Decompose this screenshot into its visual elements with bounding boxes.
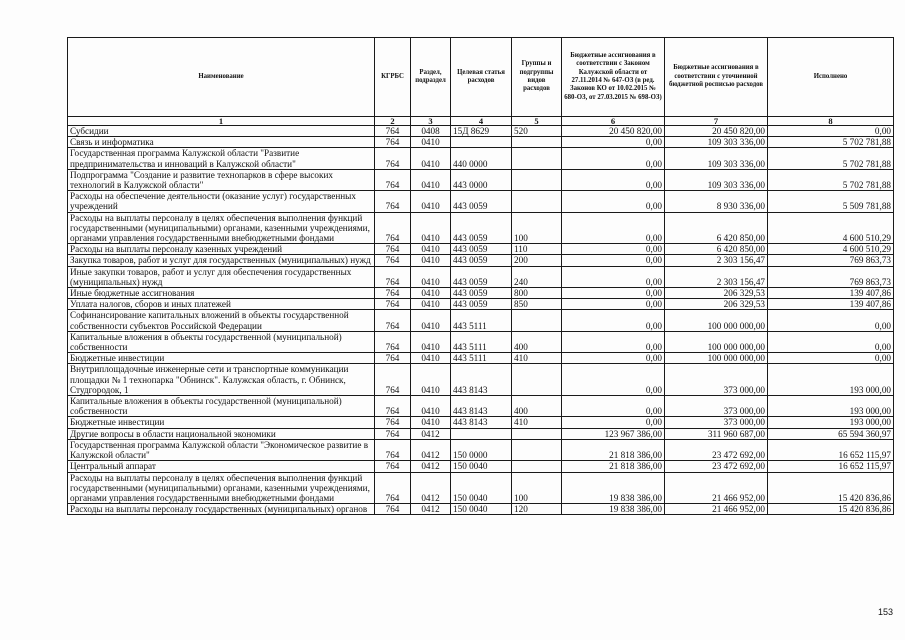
row-executed-cell: 139 407,86	[768, 288, 894, 299]
row-target-cell: 443 0059	[451, 288, 512, 299]
row-group-cell	[512, 461, 562, 472]
row-razdel-cell: 0412	[411, 461, 451, 472]
row-razdel-cell: 0410	[411, 331, 451, 352]
row-group-cell: 400	[512, 331, 562, 352]
header-executed: Исполнено	[768, 38, 894, 117]
row-name-cell: Закупка товаров, работ и услуг для государственных (муниципальных) нужд	[68, 255, 375, 266]
row-kgrbs-cell: 764	[375, 169, 411, 190]
row-target-cell: 150 0040	[451, 504, 512, 515]
row-kgrbs-cell: 764	[375, 461, 411, 472]
row-law-assign-cell: 0,00	[562, 255, 665, 266]
row-razdel-cell: 0412	[411, 504, 451, 515]
row-name-cell: Иные закупки товаров, работ и услуг для обеспечения государственных (муниципальных) нужд	[68, 266, 375, 287]
column-number: 3	[411, 117, 451, 126]
row-razdel-cell: 0410	[411, 417, 451, 428]
row-razdel-cell: 0410	[411, 137, 451, 148]
row-group-cell	[512, 310, 562, 331]
table-row	[68, 504, 894, 515]
row-clarified-assign-cell: 311 960 687,00	[665, 428, 768, 439]
row-razdel-cell: 0410	[411, 364, 451, 396]
row-target-cell: 443 0000	[451, 169, 512, 190]
row-group-cell	[512, 191, 562, 212]
row-law-assign-cell: 0,00	[562, 310, 665, 331]
row-group-cell: 200	[512, 255, 562, 266]
row-name-cell: Связь и информатика	[68, 137, 375, 148]
table-row	[68, 148, 894, 169]
table-row	[68, 212, 894, 244]
header-kgrbs: КГРБС	[375, 38, 411, 117]
row-razdel-cell: 0410	[411, 244, 451, 255]
row-target-cell: 443 8143	[451, 417, 512, 428]
table-row	[68, 428, 894, 439]
row-clarified-assign-cell: 109 303 336,00	[665, 137, 768, 148]
row-law-assign-cell: 123 967 386,00	[562, 428, 665, 439]
row-law-assign-cell: 0,00	[562, 364, 665, 396]
header-razdel: Раздел, подраздел	[411, 38, 451, 117]
row-executed-cell: 0,00	[768, 126, 894, 137]
row-executed-cell: 0,00	[768, 353, 894, 364]
row-executed-cell: 4 600 510,29	[768, 244, 894, 255]
row-law-assign-cell: 21 818 386,00	[562, 439, 665, 460]
row-name-cell: Другие вопросы в области национальной экономики	[68, 428, 375, 439]
row-clarified-assign-cell: 8 930 336,00	[665, 191, 768, 212]
row-razdel-cell: 0410	[411, 212, 451, 244]
row-target-cell: 443 5111	[451, 310, 512, 331]
row-razdel-cell: 0410	[411, 353, 451, 364]
row-kgrbs-cell: 764	[375, 353, 411, 364]
row-executed-cell: 4 600 510,29	[768, 212, 894, 244]
budget-table	[67, 37, 894, 515]
row-razdel-cell: 0410	[411, 255, 451, 266]
table-row	[68, 126, 894, 137]
table-row	[68, 472, 894, 504]
row-executed-cell: 0,00	[768, 331, 894, 352]
row-kgrbs-cell: 764	[375, 364, 411, 396]
row-group-cell: 120	[512, 504, 562, 515]
row-group-cell: 100	[512, 212, 562, 244]
header-target: Целевая статья расходов	[451, 38, 512, 117]
header-name: Наименование	[68, 38, 375, 117]
row-razdel-cell: 0412	[411, 439, 451, 460]
header-clarified-assign: Бюджетные ассигнования в соответствии с уточненной бюджетной росписью расходов	[665, 38, 768, 117]
row-kgrbs-cell: 764	[375, 255, 411, 266]
row-name-cell: Бюджетные инвестиции	[68, 353, 375, 364]
row-group-cell	[512, 148, 562, 169]
row-target-cell: 443 0059	[451, 255, 512, 266]
row-clarified-assign-cell: 21 466 952,00	[665, 472, 768, 504]
row-executed-cell: 769 863,73	[768, 255, 894, 266]
table-row	[68, 299, 894, 310]
row-razdel-cell: 0410	[411, 310, 451, 331]
row-kgrbs-cell: 764	[375, 331, 411, 352]
row-clarified-assign-cell: 23 472 692,00	[665, 439, 768, 460]
table-row	[68, 396, 894, 417]
row-target-cell: 150 0040	[451, 472, 512, 504]
row-clarified-assign-cell: 109 303 336,00	[665, 169, 768, 190]
row-razdel-cell: 0412	[411, 472, 451, 504]
row-name-cell: Внутриплощадочные инженерные сети и транспортные коммуникации площадки № 1 технопарка "Обнинск". Калужская область, г. Обнинск, Студгородок, 1	[68, 364, 375, 396]
row-law-assign-cell: 19 838 386,00	[562, 472, 665, 504]
row-target-cell: 443 5111	[451, 353, 512, 364]
row-clarified-assign-cell: 206 329,53	[665, 299, 768, 310]
row-kgrbs-cell: 764	[375, 288, 411, 299]
row-target-cell: 443 8143	[451, 364, 512, 396]
row-clarified-assign-cell: 2 303 156,47	[665, 266, 768, 287]
row-target-cell: 443 8143	[451, 396, 512, 417]
row-clarified-assign-cell: 6 420 850,00	[665, 212, 768, 244]
row-clarified-assign-cell: 206 329,53	[665, 288, 768, 299]
row-target-cell: 15Д 8629	[451, 126, 512, 137]
row-executed-cell: 5 702 781,88	[768, 169, 894, 190]
table-row	[68, 244, 894, 255]
row-law-assign-cell: 0,00	[562, 288, 665, 299]
row-group-cell	[512, 169, 562, 190]
row-kgrbs-cell: 764	[375, 472, 411, 504]
column-number-row	[68, 117, 894, 126]
table-row	[68, 288, 894, 299]
table-row	[68, 266, 894, 287]
column-number: 7	[665, 117, 768, 126]
row-executed-cell: 193 000,00	[768, 417, 894, 428]
row-kgrbs-cell: 764	[375, 299, 411, 310]
row-executed-cell: 193 000,00	[768, 396, 894, 417]
table-row	[68, 364, 894, 396]
row-group-cell	[512, 439, 562, 460]
row-group-cell	[512, 137, 562, 148]
row-executed-cell: 139 407,86	[768, 299, 894, 310]
header-law-assign: Бюджетные ассигнования в соответствии с Законом Калужской области от 27.11.2014 № 647-ОЗ (в ред. Законов КО от 10.02.2015 № 680-ОЗ, от 27.03.2015 № 698-ОЗ)	[562, 38, 665, 117]
table-header-row	[68, 38, 894, 117]
table-row	[68, 137, 894, 148]
row-group-cell: 240	[512, 266, 562, 287]
row-name-cell: Капитальные вложения в объекты государственной (муниципальной) собственности	[68, 396, 375, 417]
row-target-cell: 150 0040	[451, 461, 512, 472]
row-group-cell: 110	[512, 244, 562, 255]
row-razdel-cell: 0410	[411, 266, 451, 287]
row-group-cell: 520	[512, 126, 562, 137]
row-target-cell: 443 5111	[451, 331, 512, 352]
table-row	[68, 353, 894, 364]
row-law-assign-cell: 0,00	[562, 353, 665, 364]
row-name-cell: Расходы на выплаты персоналу государственных (муниципальных) органов	[68, 504, 375, 515]
row-clarified-assign-cell: 373 000,00	[665, 417, 768, 428]
row-razdel-cell: 0410	[411, 288, 451, 299]
row-law-assign-cell: 0,00	[562, 191, 665, 212]
table-row	[68, 169, 894, 190]
row-clarified-assign-cell: 373 000,00	[665, 396, 768, 417]
row-razdel-cell: 0410	[411, 191, 451, 212]
row-razdel-cell: 0410	[411, 148, 451, 169]
row-name-cell: Капитальные вложения в объекты государственной (муниципальной) собственности	[68, 331, 375, 352]
row-target-cell: 440 0000	[451, 148, 512, 169]
row-kgrbs-cell: 764	[375, 244, 411, 255]
column-number: 5	[512, 117, 562, 126]
row-group-cell: 800	[512, 288, 562, 299]
row-kgrbs-cell: 764	[375, 504, 411, 515]
row-target-cell: 443 0059	[451, 244, 512, 255]
row-executed-cell: 15 420 836,86	[768, 504, 894, 515]
table-row	[68, 331, 894, 352]
row-law-assign-cell: 0,00	[562, 266, 665, 287]
row-name-cell: Расходы на выплаты персоналу в целях обеспечения выполнения функций государственными (муниципальными) органами, казенными учреждениями, органами управления государственными внебюджетными фондами	[68, 212, 375, 244]
row-kgrbs-cell: 764	[375, 266, 411, 287]
row-executed-cell: 65 594 360,97	[768, 428, 894, 439]
row-law-assign-cell: 0,00	[562, 169, 665, 190]
row-clarified-assign-cell: 20 450 820,00	[665, 126, 768, 137]
header-groups: Группы и подгруппы видов расходов	[512, 38, 562, 117]
row-target-cell: 443 0059	[451, 299, 512, 310]
row-executed-cell: 193 000,00	[768, 364, 894, 396]
row-razdel-cell: 0410	[411, 169, 451, 190]
row-group-cell: 400	[512, 396, 562, 417]
row-kgrbs-cell: 764	[375, 396, 411, 417]
row-target-cell: 443 0059	[451, 191, 512, 212]
row-group-cell: 850	[512, 299, 562, 310]
table-row	[68, 255, 894, 266]
column-number: 8	[768, 117, 894, 126]
row-clarified-assign-cell: 21 466 952,00	[665, 504, 768, 515]
row-executed-cell: 16 652 115,97	[768, 461, 894, 472]
row-executed-cell: 0,00	[768, 310, 894, 331]
row-law-assign-cell: 0,00	[562, 396, 665, 417]
row-name-cell: Субсидии	[68, 126, 375, 137]
row-kgrbs-cell: 764	[375, 137, 411, 148]
row-kgrbs-cell: 764	[375, 417, 411, 428]
column-number: 2	[375, 117, 411, 126]
row-name-cell: Расходы на обеспечение деятельности (оказание услуг) государственных учреждений	[68, 191, 375, 212]
row-executed-cell: 5 509 781,88	[768, 191, 894, 212]
row-name-cell: Иные бюджетные ассигнования	[68, 288, 375, 299]
row-law-assign-cell: 21 818 386,00	[562, 461, 665, 472]
row-razdel-cell: 0410	[411, 396, 451, 417]
row-name-cell: Бюджетные инвестиции	[68, 417, 375, 428]
table-row	[68, 461, 894, 472]
row-group-cell	[512, 428, 562, 439]
row-group-cell: 100	[512, 472, 562, 504]
row-name-cell: Подпрограмма "Создание и развитие технопарков в сфере высоких технологий в Калужской области"	[68, 169, 375, 190]
row-group-cell	[512, 364, 562, 396]
row-target-cell	[451, 137, 512, 148]
row-name-cell: Софинансирование капитальных вложений в объекты государственной собственности субъектов Российской Федерации	[68, 310, 375, 331]
row-law-assign-cell: 0,00	[562, 417, 665, 428]
row-group-cell: 410	[512, 417, 562, 428]
row-name-cell: Государственная программа Калужской области "Развитие предпринимательства и инноваций в Калужской области"	[68, 148, 375, 169]
row-kgrbs-cell: 764	[375, 212, 411, 244]
row-kgrbs-cell: 764	[375, 310, 411, 331]
row-clarified-assign-cell: 100 000 000,00	[665, 331, 768, 352]
table-row	[68, 417, 894, 428]
row-kgrbs-cell: 764	[375, 439, 411, 460]
row-target-cell: 443 0059	[451, 212, 512, 244]
row-razdel-cell: 0408	[411, 126, 451, 137]
row-kgrbs-cell: 764	[375, 126, 411, 137]
row-name-cell: Уплата налогов, сборов и иных платежей	[68, 299, 375, 310]
row-executed-cell: 5 702 781,88	[768, 148, 894, 169]
row-clarified-assign-cell: 23 472 692,00	[665, 461, 768, 472]
row-clarified-assign-cell: 373 000,00	[665, 364, 768, 396]
row-clarified-assign-cell: 2 303 156,47	[665, 255, 768, 266]
table-row	[68, 310, 894, 331]
table-row	[68, 191, 894, 212]
row-group-cell: 410	[512, 353, 562, 364]
row-target-cell: 150 0000	[451, 439, 512, 460]
row-name-cell: Центральный аппарат	[68, 461, 375, 472]
column-number: 4	[451, 117, 512, 126]
column-number: 6	[562, 117, 665, 126]
row-clarified-assign-cell: 6 420 850,00	[665, 244, 768, 255]
row-law-assign-cell: 20 450 820,00	[562, 126, 665, 137]
row-law-assign-cell: 0,00	[562, 137, 665, 148]
row-executed-cell: 769 863,73	[768, 266, 894, 287]
row-clarified-assign-cell: 100 000 000,00	[665, 353, 768, 364]
row-executed-cell: 15 420 836,86	[768, 472, 894, 504]
row-law-assign-cell: 0,00	[562, 212, 665, 244]
row-executed-cell: 16 652 115,97	[768, 439, 894, 460]
row-razdel-cell: 0412	[411, 428, 451, 439]
row-law-assign-cell: 0,00	[562, 331, 665, 352]
row-target-cell: 443 0059	[451, 266, 512, 287]
row-razdel-cell: 0410	[411, 299, 451, 310]
row-target-cell	[451, 428, 512, 439]
row-clarified-assign-cell: 100 000 000,00	[665, 310, 768, 331]
column-number: 1	[68, 117, 375, 126]
row-kgrbs-cell: 764	[375, 428, 411, 439]
row-name-cell: Расходы на выплаты персоналу в целях обеспечения выполнения функций государственными (муниципальными) органами, казенными учреждениями, органами управления государственными внебюджетными фондами	[68, 472, 375, 504]
row-law-assign-cell: 0,00	[562, 148, 665, 169]
row-kgrbs-cell: 764	[375, 148, 411, 169]
table-row	[68, 439, 894, 460]
row-name-cell: Государственная программа Калужской области "Экономическое развитие в Калужской области"	[68, 439, 375, 460]
page-number: 153	[878, 607, 894, 617]
row-clarified-assign-cell: 109 303 336,00	[665, 148, 768, 169]
row-executed-cell: 5 702 781,88	[768, 137, 894, 148]
row-law-assign-cell: 0,00	[562, 299, 665, 310]
row-kgrbs-cell: 764	[375, 191, 411, 212]
row-law-assign-cell: 19 838 386,00	[562, 504, 665, 515]
row-law-assign-cell: 0,00	[562, 244, 665, 255]
row-name-cell: Расходы на выплаты персоналу казенных учреждений	[68, 244, 375, 255]
